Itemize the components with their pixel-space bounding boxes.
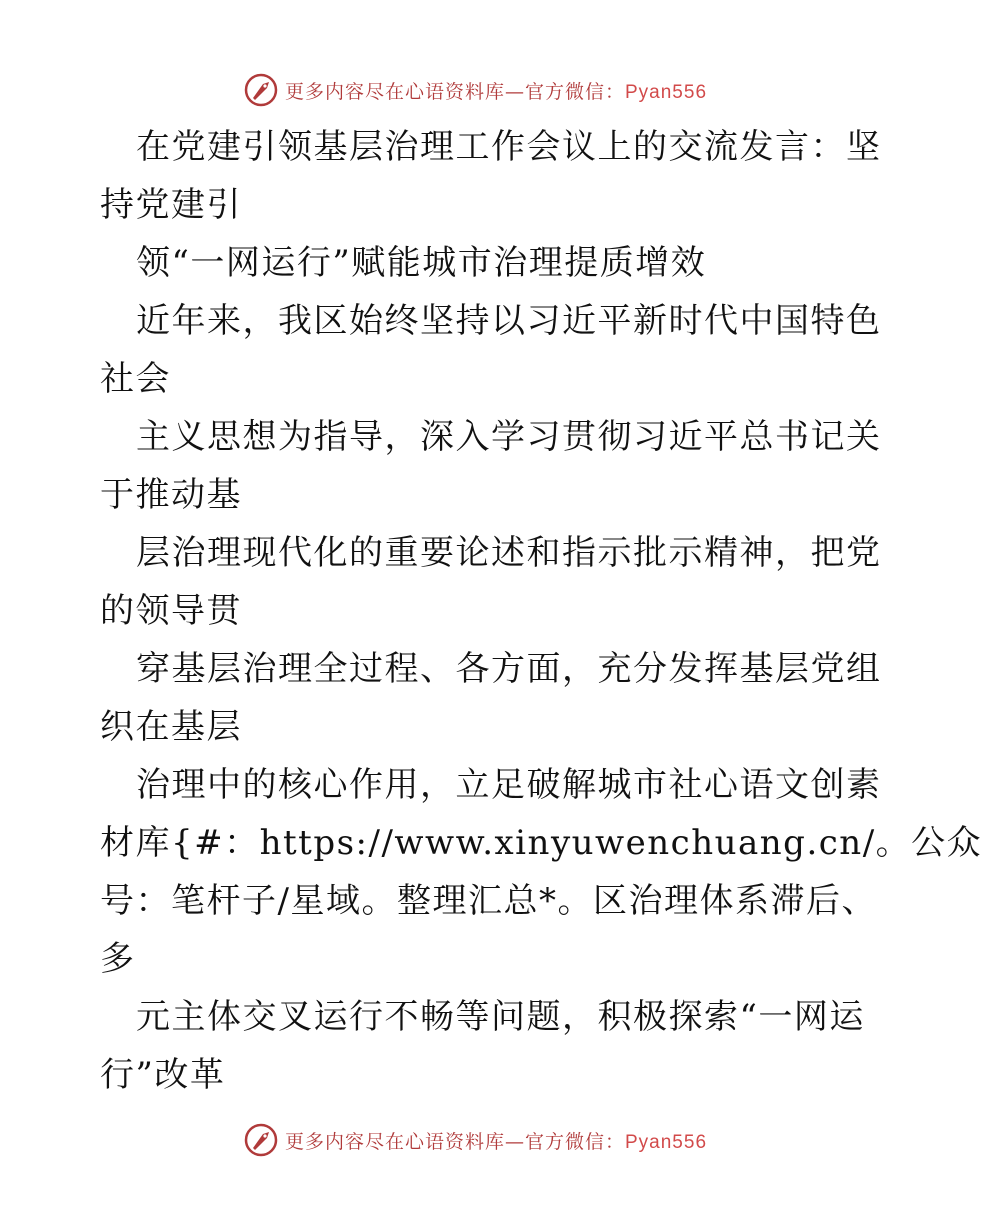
watermark-site-text: 更多内容尽在心语资料库 bbox=[284, 80, 505, 103]
watermark-wechat-id: Pyan556 bbox=[625, 1131, 708, 1153]
text-line: 行”改革 bbox=[100, 1055, 226, 1095]
text-line: 持党建引 bbox=[100, 185, 242, 225]
text-line: 材库{#：https://www.xinyuwenchuang.cn/。公众 bbox=[100, 823, 982, 863]
text-line: 于推动基 bbox=[100, 475, 242, 515]
text-line: 的领导贯 bbox=[100, 591, 242, 631]
document-body bbox=[100, 118, 982, 1104]
text-line: 社会 bbox=[100, 359, 171, 399]
text-line: 号：笔杆子/星域。整理汇总*。区治理体系滞后、 bbox=[100, 881, 877, 921]
text-line: 穿基层治理全过程、各方面，充分发挥基层党组 bbox=[136, 649, 882, 689]
watermark-dash: — bbox=[504, 80, 525, 103]
watermark-wechat-label: 官方微信： bbox=[524, 80, 625, 103]
watermark-text bbox=[285, 1127, 707, 1154]
watermark-wechat-label: 官方微信： bbox=[524, 1130, 625, 1153]
watermark-site-text: 更多内容尽在心语资料库 bbox=[284, 1130, 505, 1153]
text-line: 领“一网运行”赋能城市治理提质增效 bbox=[136, 243, 707, 283]
text-line: 近年来，我区始终坚持以习近平新时代中国特色 bbox=[136, 301, 882, 341]
text-line: 主义思想为指导，深入学习贯彻习近平总书记关 bbox=[136, 417, 882, 457]
footer-watermark bbox=[0, 1120, 950, 1160]
text-line: 在党建引领基层治理工作会议上的交流发言：坚 bbox=[136, 127, 882, 167]
text-line: 层治理现代化的重要论述和指示批示精神，把党 bbox=[136, 533, 882, 573]
text-line: 治理中的核心作用，立足破解城市社心语文创素 bbox=[136, 765, 882, 805]
pen-nib-logo-icon bbox=[243, 1122, 279, 1158]
watermark-wechat-id: Pyan556 bbox=[625, 81, 708, 103]
text-line: 元主体交叉运行不畅等问题，积极探索“一网运 bbox=[136, 997, 865, 1037]
watermark-dash: — bbox=[504, 1130, 525, 1153]
text-line: 多 bbox=[100, 939, 136, 979]
text-line: 织在基层 bbox=[100, 707, 242, 747]
watermark-text bbox=[285, 77, 707, 104]
pen-nib-logo-icon bbox=[243, 72, 279, 108]
header-watermark bbox=[0, 70, 950, 110]
